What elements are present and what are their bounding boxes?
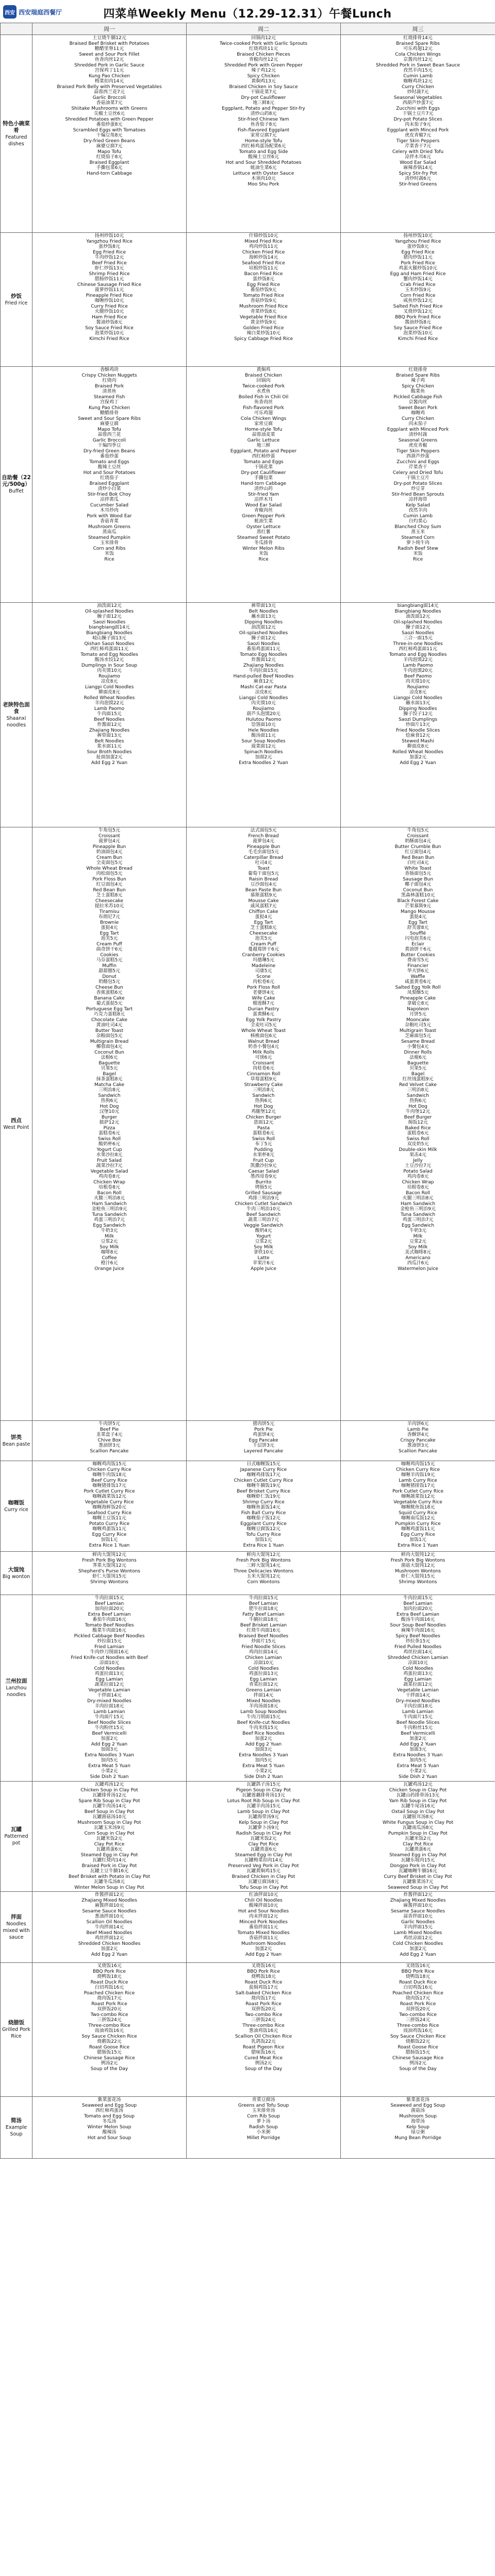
table-row: [1, 1892, 495, 1963]
menu-cell: 牛肉拉面15元 Beef Lamian 加肉拉面20元 Extra Beef Lamian 番茄牛肉面16元 Tomato Beef Noodles 酸菜牛肉面16元 Pickled Cabbage Beef Noodles 炒拉面15元 Fried Lamian 牛肉炒刀削面16元 Fried Knife-cut Noodles with Beef 凉面10元 Cold Noodles 鸡蛋拉面13元 Egg Lamian 蔬菜拉面12元 Vegetable Lamian 干拌面14元 Dry-mixed Noodles 羊肉拉面18元 Lamb Lamian 牛肉面片15元 Beef Noodle Slices 牛肉粉丝15元 Beef Vermicelli 加蛋2元 Add Egg 2 Yuan 加面3元 Extra Noodles 3 Yuan 加肉5元 Extra Meat 5 Yuan 小菜2元 Side Dish 2 Yuan: [32, 1595, 187, 1782]
category-cell: [1, 1892, 32, 1963]
category-cell: [1, 603, 32, 827]
menu-cell: 牛角包5元 Croissant 奶酥面包4元 Butter Crumble Bun 红豆面包4元 Red Bean Bun 白吐司4元 White Toast 香肠面包5元 Sausage Bun 椰子面包4元 Coconut Bun 黑森林蛋糕10元 Black Forest Cake 芒果慕斯9元 Mango Mousse 蛋挞4元 Egg Tart 舒芙蕾8元 Soufflé 闪电泡芙6元 Eclair 黄油饼干6元 Butter Cookies 费南雪5元 Financier 华夫饼6元 Waffle 咸蛋黄卷6元 Salted Egg Yolk Roll 凤梨酥5元 Pineapple Cake 拿破仑8元 Napoleon 月饼5元 Mooncake 杂粮吐司5元 Multigrain Toast 芝麻面包5元 Sesame Bread 小餐包4元 Dinner Rolls 法棍6元 Baguette 贝果5元 Bagel 红丝绒蛋糕9元 Red Velvet Cake 三明治8元 Sandwich 热狗6元 Hot Dog 牛肉堡12元 Beef Burger 焗饭12元 Baked Rice 蛋糕卷6元 Swiss Roll 双皮奶5元 Double-skin Milk 果冻4元 Jelly 土豆沙拉7元 Potato Salad 鸡肉卷8元 Chicken Wrap 培根卷8元 Bacon Roll 火腿三明治8元 Ham Sandwich 金枪鱼三明治9元 Tuna Sandwich 鸡蛋三明治7元 Egg Sandwich 牛奶3元 Milk 豆浆2元 Soy Milk 美式咖啡8元 Americano 西瓜汁6元 Watermelon Juice: [341, 827, 495, 1421]
menu-cell: 扬州炒饭10元 Yangzhou Fried Rice 蛋炒饭8元 Egg Fried Rice 猪肉炒饭11元 Pork Fried Rice 鸡蛋火腿炒饭10元 Egg and Ham Fried Rice 蟹肉炒饭14元 Crab Fried Rice 玉米炒饭9元 Corn Fried Rice 咸鱼炒饭12元 Salted Fish Fried Rice 叉烧炒饭12元 BBQ Pork Fried Rice 酱油炒饭8元 Soy Sauce Fried Rice 泡菜炒饭10元 Kimchi Fried Rice: [341, 233, 495, 367]
table-row: [1, 1421, 495, 1461]
table-row: [1, 1552, 495, 1595]
table-row: [1, 1963, 495, 2097]
menu-cell: 猪肉饼5元 Pork Pie 鸡蛋饼4元 Egg Pancake 千层饼3元 Layered Pancake: [187, 1421, 341, 1461]
category-name-cn: 西点: [11, 1117, 22, 1124]
column-header: 周一: [32, 23, 187, 35]
column-header: 周三: [341, 23, 495, 35]
category-name-en: Lanzhou noodles: [6, 1685, 27, 1698]
table-row: [1, 2097, 495, 2159]
category-cell: [1, 233, 32, 367]
menu-cell: 瓦罐鸡汤12元 Chicken Soup in Clay Pot 瓦罐山药排骨汤13元 Yam Rib Soup in Clay Pot 瓦罐牛尾汤16元 Oxtail Soup in Clay Pot 瓦罐银耳汤8元 White Fungus Soup in Clay Pot 瓦罐南瓜汤8元 Pumpkin Soup in Clay Pot 瓦罐米饭2元 Clay Pot Rice 瓦罐蒸蛋6元 Steamed Egg in Clay Pot 瓦罐东坡肉15元 Dongpo Pork in Clay Pot 瓦罐咖喱牛腩16元 Curry Beef Brisket in Clay Pot 瓦罐紫菜汤7元 Seaweed Soup in Clay Pot: [341, 1782, 495, 1892]
menu-table: [0, 23, 495, 2159]
category-cell: [1, 35, 32, 233]
logo-text: 西安瑞庭西餐厅: [19, 8, 62, 16]
menu-cell: 牛肉拉面15元 Beef Lamian 肥牛拉面18元 Fatty Beef Lamian 牛腩拉面18元 Beef Brisket Lamian 红烧牛肉面16元 Braised Beef Noodles 炒面片15元 Fried Noodle Slices 鸡肉拉面14元 Chicken Lamian 凉面10元 Cold Noodles 鸡蛋拉面13元 Egg Lamian 青菜拉面12元 Greens Lamian 拌面14元 Mixed Noodles 羊肉汤面18元 Lamb Soup Noodles 牛肉刀削面15元 Beef Knife-cut Noodles 牛肉米线15元 Beef Rice Noodles 加蛋2元 Add Egg 2 Yuan 加面3元 Extra Noodles 3 Yuan 加肉5元 Extra Meat 5 Yuan 小菜2元 Side Dish 2 Yuan: [187, 1595, 341, 1782]
category-name-en: Grilled Pork Rice: [2, 2027, 30, 2039]
category-cell: [1, 1595, 32, 1782]
menu-cell: 鲜肉大馄饨12元 Fresh Pork Big Wontons 菌菇大馄饨12元 Mushroom Wontons 虾仁大馄饨15元 Shrimp Wontons: [341, 1552, 495, 1595]
menu-cell: 扬州炒饭10元 Yangzhou Fried Rice 蛋炒饭8元 Egg Fried Rice 牛肉炒饭12元 Beef Fried Rice 虾仁炒饭13元 Shrimp Fried Rice 腊肠炒饭11元 Chinese Sausage Fried Rice 菠萝炒饭11元 Pineapple Fried Rice 咖喱炒饭10元 Curry Fried Rice 火腿炒饭10元 Ham Fried Rice 酱油炒饭8元 Soy Sauce Fried Rice 泡菜炒饭10元 Kimchi Fried Rice: [32, 233, 187, 367]
category-name-en: Fried rice: [5, 300, 28, 306]
category-cell: [1, 1782, 32, 1892]
menu-cell: 回锅肉12元 Twice-cooked Pork with Garlic Sprouts 红烧鸡块11元 Braised Chicken Pieces 青椒肉丝12元 Shredded Pork with Green Pepper 辣子鸡12元 Spicy Chicken 黄焖鸡13元 Braised Chicken in Soy Sauce 干锅花菜7元 Dry-pot Cauliflower 地三鲜8元 Eggplant, Potato and Pepper Stir-fry 清炒山药8元 Stir-fried Chinese Yam 鱼香茄子8元 Fish-flavored Eggplant 家常豆腐7元 Home-style Tofu 西红柿鸡蛋汤配菜6元 Tomato and Egg Side 酸辣土豆丝6元 Hot and Sour Shredded Potatoes 蚝油生菜6元 Lettuce with Oyster Sauce 木须肉10元 Moo Shu Pork: [187, 35, 341, 233]
menu-cell: 瓦罐鸡汤12元 Chicken Soup in Clay Pot 瓦罐排骨汤12元 Spare Rib Soup in Clay Pot 瓦罐牛肉汤14元 Beef Soup in Clay Pot 瓦罐菌菇汤10元 Mushroom Soup in Clay Pot 瓦罐玉米汤9元 Corn Soup in Clay Pot 瓦罐米饭2元 Clay Pot Rice 瓦罐蒸蛋6元 Steamed Egg in Clay Pot 瓦罐红烧肉14元 Braised Pork in Clay Pot 瓦罐土豆牛腩16元 Beef Brisket with Potato in Clay Pot 瓦罐冬瓜汤8元 Winter Melon Soup in Clay Pot: [32, 1782, 187, 1892]
column-header: [1, 23, 32, 35]
category-name-en: Shaanxi noodles: [6, 715, 26, 728]
table-row: [1, 1461, 495, 1552]
menu-cell: 油泼面12元 Oil-splashed Noodles 臊子面12元 Saozi Noodles biangbiang面14元 Biangbiang Noodles 岐山臊子面13元 Qishan Saozi Noodles 西红柿鸡蛋面11元 Tomato and Egg Noodles 酸汤水饺12元 Dumplings in Sour Soup 肉夹馍10元 Roujiamo 凉皮8元 Liangpi Cold Noodles 擀面皮8元 Rolled Wheat Noodles 羊肉泡馍22元 Lamb Paomo 牛肉面15元 Beef Noodles 炸酱面12元 Zhajiang Noodles 裤带面13元 Belt Noodles 浆水面11元 Sour Broth Noodles 扯面加蛋2元 Add Egg 2 Yuan: [32, 603, 187, 827]
menu-cell: 咖喱鸡肉饭15元 Chicken Curry Rice 咖喱羊肉饭19元 Lamb Curry Rice 咖喱猪排饭17元 Pork Cutlet Curry Rice 咖喱蔬菜饭12元 Vegetable Curry Rice 咖喱鱿鱼饭18元 Squid Curry Rice 咖喱南瓜饭12元 Pumpkin Curry Rice 咖喱鸡蛋饭11元 Egg Curry Rice 加饭1元 Extra Rice 1 Yuan: [341, 1461, 495, 1552]
menu-cell: 香酥鸡块 Crispy Chicken Nuggets 红烧肉 Braised Pork 清蒸鱼 Steamed Fish 宫保鸡丁 Kung Pao Chicken 糖醋排骨 Sweet and Sour Spare Ribs 麻婆豆腐 Mapo Tofu 蒜蓉西兰花 Garlic Broccoli 干煸四季豆 Dry-fried Green Beans 番茄炒蛋 Tomato and Eggs 酸辣土豆丝 Hot and Sour Potatoes 红烧茄子 Braised Eggplant 清炒小白菜 Stir-fried Bok Choy 凉拌黄瓜 Cucumber Salad 木耳炒肉 Pork with Wood Ear 香菇青菜 Mushroom Greens 蒸南瓜 Steamed Pumpkin 玉米排骨 Corn and Ribs 米饭 Rice: [32, 367, 187, 603]
category-name-en: Big wonton: [2, 1573, 30, 1580]
menu-cell: 黄焖鸡 Braised Chicken 回锅肉 Twice-cooked Pork 水煮鱼 Boiled Fish in Chili Oil 鱼香肉丝 Fish-flavored Pork 可乐鸡翅 Cola Chicken Wings 家常豆腐 Home-style Tofu 蒜蓉油麦菜 Garlic Lettuce 地三鲜 Eggplant, Potato and Pepper 西红柿炒蛋 Tomato and Eggs 干锅花菜 Dry-pot Cauliflower 手撕包菜 Hand-torn Cabbage 清炒山药 Stir-fried Yam 凉拌木耳 Wood Ear Salad 青椒肉丝 Green Pepper Pork 蚝油生菜 Oyster Lettuce 蒸红薯 Steamed Sweet Potato 冬瓜排骨 Winter Melon Ribs 米饭 Rice: [187, 367, 341, 603]
menu-cell: 叉烧饭16元 BBQ Pork Rice 烧鸭饭18元 Roast Duck Rice 白切鸡饭16元 Poached Chicken Rice 烧肉饭17元 Roast Pork Rice 双拼饭20元 Two-combo Rice 三拼饭24元 Three-combo Rice 豉油鸡饭16元 Soy Sauce Chicken Rice 烧鹅饭22元 Roast Goose Rice 腊肠饭15元 Chinese Sausage Rice 例汤2元 Soup of the Day: [341, 1963, 495, 2097]
category-name-en: Patterned pot: [4, 1834, 28, 1846]
category-cell: [1, 1963, 32, 2097]
menu-cell: 红烧排骨 Braised Spare Ribs 辣子鸡 Spicy Chicken 酸菜鱼 Pickled Cabbage Fish 京酱肉丝 Sweet Bean Pork 咖喱鸡 Curry Chicken 肉末茄子 Eggplant with Minced Pork 清炒时蔬 Seasonal Greens 虎皮青椒 Tiger Skin Peppers 西葫芦炒蛋 Zucchini and Eggs 芹菜香干 Celery and Dried Tofu 干锅土豆片 Dry-pot Potato Slices 炒豆芽 Stir-fried Bean Sprouts 凉拌海带 Kelp Salad 孜然羊肉 Cumin Lamb 白灼菜心 Blanched Choy Sum 蒸玉米 Steamed Corn 萝卜炖牛肉 Radish Beef Stew 米饭 Rice: [341, 367, 495, 603]
table-row: [1, 827, 495, 1421]
menu-cell: 红烧排骨14元 Braised Spare Ribs 可乐鸡翅12元 Cola Chicken Wings 京酱肉丝12元 Shredded Pork in Sweet Bean Sauce 孜然羊肉15元 Cumin Lamb 咖喱鸡块12元 Curry Chicken 炒时蔬7元 Seasonal Vegetables 西葫芦炒蛋7元 Zucchini with Eggs 干锅土豆片7元 Dry-pot Potato Slices 肉末茄子9元 Eggplant with Minced Pork 虎皮青椒7元 Tiger Skin Peppers 芹菜香干7元 Celery with Dried Tofu 凉拌木耳6元 Wood Ear Salad 麻辣香锅14元 Spicy Stir-fry Pot 清炒时蔬6元 Stir-fried Greens: [341, 35, 495, 233]
menu-cell: 紫菜蛋花汤 Seaweed and Egg Soup 菌菇汤 Mushroom Soup 海带汤 Kelp Soup 绿豆粥 Mung Bean Porridge: [341, 2097, 495, 2159]
category-cell: [1, 367, 32, 603]
category-name-cn: 自助餐（22元/500g）: [2, 474, 31, 487]
category-name-cn: 咖喱饭: [8, 1499, 25, 1506]
menu-cell: 叉烧饭16元 BBQ Pork Rice 烧鸭饭18元 Roast Duck Rice 白切鸡饭16元 Poached Chicken Rice 烧肉饭17元 Roast Pork Rice 双拼饭20元 Two-combo Rice 三拼饭24元 Three-combo Rice 豉油鸡饭16元 Soy Sauce Chicken Rice 烧鹅饭22元 Roast Goose Rice 腊肠饭15元 Chinese Sausage Rice 例汤2元 Soup of the Day: [32, 1963, 187, 2097]
category-name-cn: 炒饭: [11, 293, 22, 299]
category-name-en: Buffet: [9, 488, 24, 494]
menu-cell: 鲜肉大馄饨12元 Fresh Pork Big Wontons 荠菜大馄饨12元 Shepherd's Purse Wontons 虾仁大馄饨15元 Shrimp Wontons: [32, 1552, 187, 1595]
category-name-cn: 老陕特色面食: [3, 701, 30, 715]
category-name-en: Bean paste: [2, 1441, 30, 1447]
category-name-en: Example Soup: [5, 2125, 27, 2137]
column-header: 周二: [187, 23, 341, 35]
menu-cell: 牛肉饼5元 Beef Pie 韭菜盒子4元 Chive Box 葱油饼3元 Scallion Pancake: [32, 1421, 187, 1461]
category-name-cn: 拌面: [11, 1913, 22, 1920]
table-header-row: [1, 23, 495, 35]
category-name-en: Curry rice: [4, 1506, 28, 1513]
category-name-cn: 特色小碗菜肴: [3, 120, 30, 133]
category-name-cn: 瓦罐: [11, 1826, 22, 1833]
category-cell: [1, 2097, 32, 2159]
menu-cell: 什锦炒饭10元 Mixed Fried Rice 鸡肉炒饭11元 Chicken Fried Rice 海鲜炒饭14元 Seafood Fried Rice 培根炒饭11元 Bacon Fried Rice 蛋炒饭8元 Egg Fried Rice 番茄炒饭9元 Tomato Fried Rice 香菇炒饭9元 Mushroom Fried Rice 青菜炒饭8元 Vegetable Fried Rice 黄金炒饭9元 Golden Fried Rice 辣白菜炒饭10元 Spicy Cabbage Fried Rice: [187, 233, 341, 367]
menu-cell: 鲜肉大馄饨12元 Fresh Pork Big Wontons 三鲜大馄饨14元 Three Delicacies Wontons 玉米大馄饨12元 Corn Wontons: [187, 1552, 341, 1595]
table-row: [1, 233, 495, 367]
menu-cell: 瓦罐鸽子汤15元 Pigeon Soup in Clay Pot 瓦罐莲藕排骨汤13元 Lotus Root Rib Soup in Clay Pot 瓦罐羊肉汤15元 Lamb Soup in Clay Pot 瓦罐海带汤9元 Kelp Soup in Clay Pot 瓦罐萝卜汤9元 Radish Soup in Clay Pot 瓦罐米饭2元 Clay Pot Rice 瓦罐蒸蛋6元 Steamed Egg in Clay Pot 瓦罐梅菜扣肉14元 Preserved Veg Pork in Clay Pot 瓦罐黄焖鸡15元 Braised Chicken in Clay Pot 瓦罐豆腐汤8元 Tofu Soup in Clay Pot: [187, 1782, 341, 1892]
menu-cell: biangbiang面14元 Biangbiang Noodles 油泼面12元 Oil-splashed Noodles 臊子面12元 Saozi Noodles 三合一面15元 Three-in-one Noodles 西红柿鸡蛋面11元 Tomato and Egg Noodles 羊肉泡馍22元 Lamb Paomo 牛肉泡馍20元 Beef Paomo 肉夹馍10元 Roujiamo 凉皮8元 Liangpi Cold Noodles 蘸水面13元 Dipping Noodles 臊子饺子12元 Saozi Dumplings 炒面片13元 Fried Noodle Slices 烩麻食12元 Stewed Mashi 擀面皮8元 Rolled Wheat Noodles 加蛋2元 Add Egg 2 Yuan: [341, 603, 495, 827]
menu-cell: 红油拌面10元 Chili Oil Noodles 酸辣拌面10元 Hot and Sour Noodles 肉末拌面12元 Minced Pork Noodles 番茄拌面11元 Tomato Mixed Noodles 香菇拌面11元 Mushroom Noodles 加蛋2元 Add Egg 2 Yuan: [187, 1892, 341, 1963]
category-name-cn: 兰州拉面: [5, 1678, 27, 1684]
menu-cell: 炸酱拌面12元 Zhajiang Mixed Noodles 麻酱拌面10元 Sesame Sauce Noodles 葱油拌面10元 Scallion Oil Noodles 牛肉拌面14元 Beef Mixed Noodles 鸡丝拌面12元 Shredded Chicken Noodles 加蛋2元 Add Egg 2 Yuan: [32, 1892, 187, 1963]
menu-cell: 牛肉拉面15元 Beef Lamian 加肉拉面20元 Extra Beef Lamian 酸汤牛肉面16元 Sour Soup Beef Noodles 麻辣牛肉面16元 Spicy Beef Noodles 炒拉条15元 Fried Pulled Noodles 鸡丝拉面14元 Shredded Chicken Lamian 凉面10元 Cold Noodles 鸡蛋拉面13元 Egg Lamian 蔬菜拉面12元 Vegetable Lamian 干拌面14元 Dry-mixed Noodles 羊肉拉面18元 Lamb Lamian 牛肉面片15元 Beef Noodle Slices 牛肉粉丝15元 Beef Vermicelli 加蛋2元 Add Egg 2 Yuan 加面3元 Extra Noodles 3 Yuan 加肉5元 Extra Meat 5 Yuan 小菜2元 Side Dish 2 Yuan: [341, 1595, 495, 1782]
category-name-en: Noodles mixed with sauce: [3, 1921, 30, 1940]
category-name-cn: 烧腊饭: [8, 2020, 25, 2026]
category-cell: [1, 1552, 32, 1595]
table-row: [1, 1782, 495, 1892]
category-cell: [1, 1421, 32, 1461]
menu-cell: 牛角包5元 Croissant 菠萝包4元 Pineapple Bun 奶油面包4元 Cream Bun 全麦面包5元 Whole Wheat Bread 肉松面包5元 Pork Floss Bun 红豆面包4元 Red Bean Bun 芝士蛋糕8元 Cheesecake 提拉米苏10元 Tiramisu 布朗尼7元 Brownie 蛋挞4元 Egg Tart 泡芙5元 Cream Puff 曲奇饼干6元 Cookies 马芬蛋糕5元 Muffin 甜甜圈5元 Donut 奶酪包5元 Cheese Bun 香蕉蛋糕6元 Banana Cake 葡式蛋挞5元 Portuguese Egg Tart 巧克力蛋糕8元 Chocolate Cake 黄油吐司4元 Butter Toast 杂粮面包5元 Multigrain Bread 椰蓉面包4元 Coconut Bun 法棍6元 Baguette 贝果5元 Bagel 抹茶蛋糕8元 Matcha Cake 三明治8元 Sandwich 热狗6元 Hot Dog 汉堡10元 Burger 披萨12元 Pizza 蛋糕卷6元 Swiss Roll 酸奶杯6元 Yogurt Cup 水果沙拉8元 Fruit Salad 蔬菜沙拉7元 Vegetable Salad 鸡肉卷8元 Chicken Wrap 培根卷8元 Bacon Roll 火腿三明治8元 Ham Sandwich 金枪鱼三明治9元 Tuna Sandwich 鸡蛋三明治7元 Egg Sandwich 牛奶3元 Milk 豆浆2元 Soy Milk 咖啡8元 Coffee 橙汁6元 Orange Juice: [32, 827, 187, 1421]
category-cell: [1, 827, 32, 1421]
category-name-en: West Point: [3, 1124, 29, 1130]
category-cell: [1, 1461, 32, 1552]
category-name-cn: 简汤: [11, 2117, 22, 2124]
table-row: [1, 35, 495, 233]
menu-title: 四菜单Weekly Menu（12.29-12.31）午餐Lunch: [103, 8, 392, 21]
menu-cell: 紫菜蛋花汤 Seaweed and Egg Soup 西红柿鸡蛋汤 Tomato and Egg Soup 冬瓜汤 Winter Melon Soup 酸辣汤 Hot and Sour Soup: [32, 2097, 187, 2159]
menu-cell: 叉烧饭16元 BBQ Pork Rice 烧鸭饭18元 Roast Duck Rice 盐焗鸡饭17元 Salt-baked Chicken Rice 烧肉饭17元 Roast Pork Rice 双拼饭20元 Two-combo Rice 三拼饭24元 Three-combo Rice 葱油鸡饭16元 Scallion Oil Chicken Rice 乳鸽饭22元 Roast Pigeon Rice 腊味饭16元 Cured Meat Rice 例汤2元 Soup of the Day: [187, 1963, 341, 2097]
menu-cell: 法式面包5元 French Bread 菠萝包4元 Pineapple Bun 毛毛虫面包5元 Caterpillar Bread 吐司4元 Toast 葡萄干面包5元 Raisin Bread 豆沙面包4元 Bean Paste Bun 慕斯蛋糕9元 Mousse Cake 戚风蛋糕7元 Chiffon Cake 蛋挞4元 Egg Tart 芝士蛋糕8元 Cheesecake 泡芙5元 Cream Puff 蔓越莓饼干6元 Cranberry Cookies 玛德琳5元 Madeleine 司康5元 Scone 肉松卷6元 Pork Floss Roll 老婆饼4元 Wife Cake 榴莲酥7元 Durian Pastry 蛋黄酥6元 Egg Yolk Pastry 全麦吐司5元 Whole Wheat Toast 核桃面包6元 Walnut Bread 奶香小餐包4元 Milk Rolls 可颂6元 Croissant 肉桂卷6元 Cinnamon Roll 草莓蛋糕9元 Strawberry Cake 三明治8元 Sandwich 热狗6元 Hot Dog 鸡腿堡12元 Chicken Burger 意面12元 Pasta 蛋糕卷6元 Swiss Roll 布丁5元 Pudding 水果杯8元 Fruit Cup 凯撒沙拉9元 Caesar Salad 墨西哥卷9元 Burrito 烤肠5元 Grilled Sausage 鸡排三明治9元 Chicken Cutlet Sandwich 牛肉三明治10元 Beef Sandwich 蔬菜三明治7元 Veggie Sandwich 酸奶4元 Yogurt 豆浆2元 Soy Milk 拿铁10元 Latte 苹果汁6元 Apple Juice: [187, 827, 341, 1421]
table-row: [1, 1595, 495, 1782]
category-name-en: Featured dishes: [5, 134, 27, 147]
table-row: [1, 603, 495, 827]
menu-cell: 羊肉饼6元 Lamb Pie 香酥饼4元 Crispy Pancake 葱油饼3元 Scallion Pancake: [341, 1421, 495, 1461]
menu-cell: 土豆烧牛腩12元 Braised Beef Brisket with Potatoes 糖醋里脊11元 Sweet and Sour Pork Fillet 鱼香肉丝12元 Shredded Pork in Garlic Sauce 宫保鸡丁11元 Kung Pao Chicken 梅菜扣肉14元 Braised Pork Belly with Preserved Vegetables 蒜蓉西兰花7元 Garlic Broccoli 香菇油菜7元 Shiitake Mushrooms with Greens 尖椒土豆丝6元 Shredded Potatoes with Green Pepper 番茄炒蛋8元 Scrambled Eggs with Tomatoes 干煸豆角8元 Dry-fried Green Beans 麻婆豆腐7元 Mapo Tofu 红烧茄子8元 Braised Eggplant 手撕包菜6元 Hand-torn Cabbage: [32, 35, 187, 233]
menu-cell: 咖喱鸡肉饭15元 Chicken Curry Rice 咖喱牛肉饭18元 Beef Curry Rice 咖喱猪排饭17元 Pork Cutlet Curry Rice 咖喱蔬菜饭12元 Vegetable Curry Rice 咖喱海鲜饭20元 Seafood Curry Rice 咖喱土豆饭11元 Potato Curry Rice 咖喱鸡蛋饭11元 Egg Curry Rice 加饭1元 Extra Rice 1 Yuan: [32, 1461, 187, 1552]
menu-cell: 炸酱拌面12元 Zhajiang Mixed Noodles 麻酱拌面10元 Sesame Sauce Noodles 蒜香拌面10元 Garlic Noodles 羊肉拌面15元 Lamb Mixed Noodles 鸡丝凉面12元 Cold Chicken Noodles 加蛋2元 Add Egg 2 Yuan: [341, 1892, 495, 1963]
menu-cell: 裤带面13元 Belt Noodles 蘸水面13元 Dipping Noodles 油泼面12元 Oil-splashed Noodles 臊子面12元 Saozi Noodles 番茄鸡蛋面11元 Tomato Egg Noodles 炸酱面12元 Zhajiang Noodles 牛肉拉面15元 Hand-pulled Beef Noodles 麻食12元 Mashi Cat-ear Pasta 凉皮8元 Liangpi Cold Noodles 肉夹馍10元 Roujiamo 葫芦头泡馍20元 Hulutou Paomo 饸饹面10元 Hele Noodles 酸汤面11元 Sour Soup Noodles 菠菜面12元 Spinach Noodles 加面2元 Extra Noodles 2 Yuan: [187, 603, 341, 827]
table-row: [1, 367, 495, 603]
category-name-cn: 饼类: [11, 1434, 22, 1440]
menu-cell: 日式咖喱饭15元 Japanese Curry Rice 咖喱鸡排饭17元 Chicken Cutlet Curry Rice 咖喱牛腩饭19元 Beef Brisket Curry Rice 咖喱虾仁饭19元 Shrimp Curry Rice 咖喱鱼蛋饭14元 Fish Ball Curry Rice 咖喱茄子饭12元 Eggplant Curry Rice 咖喱豆腐饭12元 Tofu Curry Rice 加饭1元 Extra Rice 1 Yuan: [187, 1461, 341, 1552]
menu-cell: 青菜豆腐汤 Greens and Tofu Soup 玉米排骨汤 Corn Rib Soup 萝卜汤 Radish Soup 小米粥 Millet Porridge: [187, 2097, 341, 2159]
logo-mark: 西安: [3, 5, 16, 19]
category-name-cn: 大馄饨: [8, 1566, 25, 1573]
menu-header: [0, 0, 495, 23]
